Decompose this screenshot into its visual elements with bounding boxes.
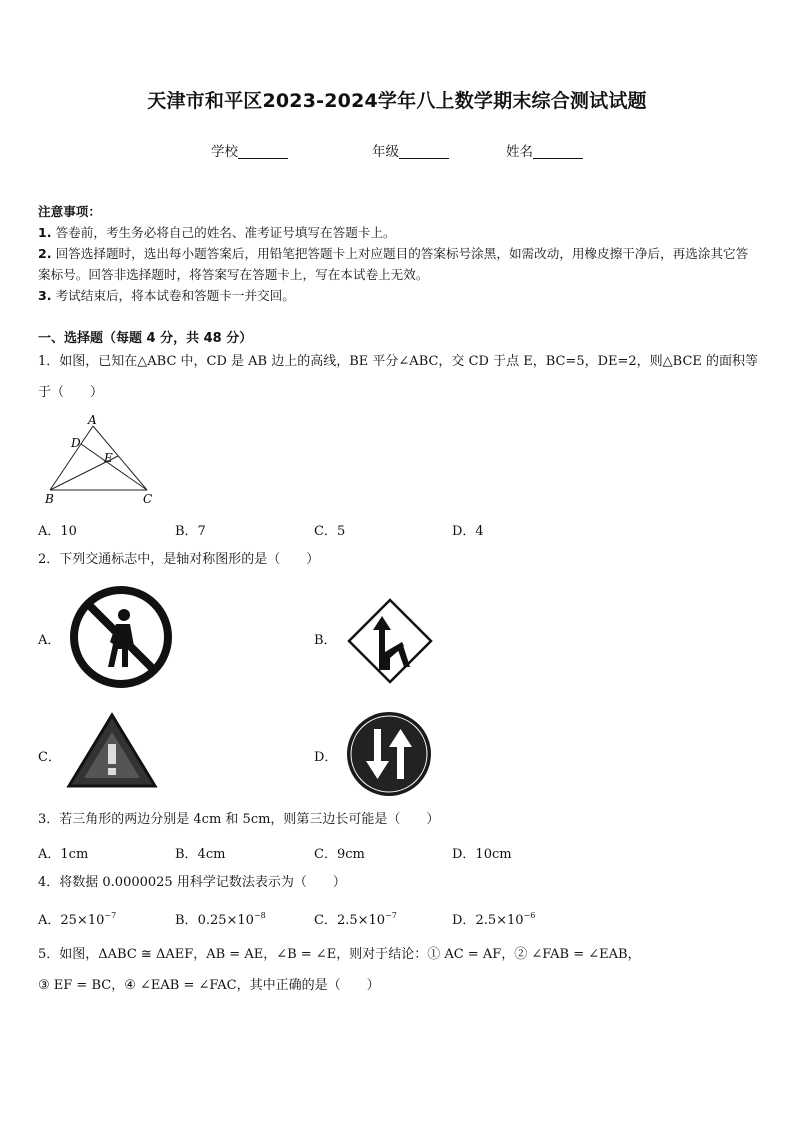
name-field xyxy=(506,140,583,160)
label-d: D xyxy=(71,436,81,450)
notes-heading: 注意事项： xyxy=(38,204,101,219)
q1-option-b: B．7 xyxy=(175,524,206,539)
q4-option-d: D．$2.5\times 10^{-6}$ xyxy=(452,911,536,928)
q4-option-c: C．$2.5\times 10^{-7}$ xyxy=(314,911,397,928)
two-way-traffic-sign-icon xyxy=(344,709,434,799)
school-field xyxy=(211,140,288,160)
no-pedestrian-sign-icon xyxy=(64,584,176,690)
name-label: 姓名 xyxy=(506,144,533,160)
question-4-text: 4．将数据 0.0000025 用科学记数法表示为（ ） xyxy=(38,875,346,890)
label-a: A xyxy=(88,413,97,427)
section-heading: 一、选择题（每题 4 分，共 48 分） xyxy=(38,331,253,346)
question-1-text: 1．如图，已知在△ABC 中，CD 是 AB 边上的高线，BE 平分∠ABC，交 CD 于点 E，BC=5，DE=2，则△BCE 的面积等于（ ） xyxy=(38,354,759,400)
notes-item: 1. 答卷前，考生务必将自己的姓名、准考证号填写在答题卡上。 xyxy=(38,225,396,240)
question-5-line-2: ③ EF = BC，④ ∠EAB = ∠FAC，其中正确的是（ ） xyxy=(38,978,380,993)
q2-option-b: B． xyxy=(314,633,337,648)
q2-option-d: D． xyxy=(314,750,338,765)
question-2-text: 2．下列交通标志中，是轴对称图形的是（ ） xyxy=(38,552,320,567)
grade-label: 年级 xyxy=(372,144,399,160)
q3-option-b: B．4cm xyxy=(175,847,226,862)
question-5-line-1: 5．如图，ΔABC ≅ ΔAEF，AB = AE，∠B = ∠E，则对于结论：① AC = AF，② ∠FAB = ∠EAB， xyxy=(38,947,641,962)
q1-triangle-figure xyxy=(40,412,165,508)
q4-option-b: B．$0.25\times 10^{-8}$ xyxy=(175,911,266,928)
q1-option-d: D．4 xyxy=(452,524,484,539)
grade-blank xyxy=(399,144,449,159)
notes-item: 2. 回答选择题时，选出每小题答案后，用铅笔把答题卡上对应题目的答案标号涂黑，如需改动，用橡皮擦干净后，再选涂其它答案标号。回答非选择题时，将答案写在答题卡上，写在本试卷上无效。 xyxy=(38,246,749,282)
page-title: 天津市和平区2023-2024学年八上数学期末综合测试试题 xyxy=(147,90,647,112)
notes-block xyxy=(38,201,760,306)
q3-option-d: D．10cm xyxy=(452,847,512,862)
question-3-text: 3．若三角形的两边分别是 4cm 和 5cm，则第三边长可能是（ ） xyxy=(38,812,440,827)
q2-option-a: A． xyxy=(38,633,61,648)
q3-option-c: C．9cm xyxy=(314,847,365,862)
school-blank xyxy=(238,144,288,159)
label-b: B xyxy=(45,492,54,506)
q2-option-c: C． xyxy=(38,750,61,765)
q1-option-a: A．10 xyxy=(38,524,77,539)
name-blank xyxy=(533,144,583,159)
grade-field xyxy=(372,140,449,160)
q1-option-c: C．5 xyxy=(314,524,346,539)
merge-lane-sign-icon xyxy=(340,592,440,690)
label-c: C xyxy=(143,492,153,506)
label-e: E xyxy=(104,451,113,465)
q4-option-a: A．$25\times 10^{-7}$ xyxy=(38,911,117,928)
q3-option-a: A．1cm xyxy=(38,847,89,862)
notes-item: 3. 考试结束后，将本试卷和答题卡一并交回。 xyxy=(38,288,295,303)
school-label: 学校 xyxy=(211,144,238,160)
warning-exclamation-sign-icon xyxy=(66,712,158,790)
